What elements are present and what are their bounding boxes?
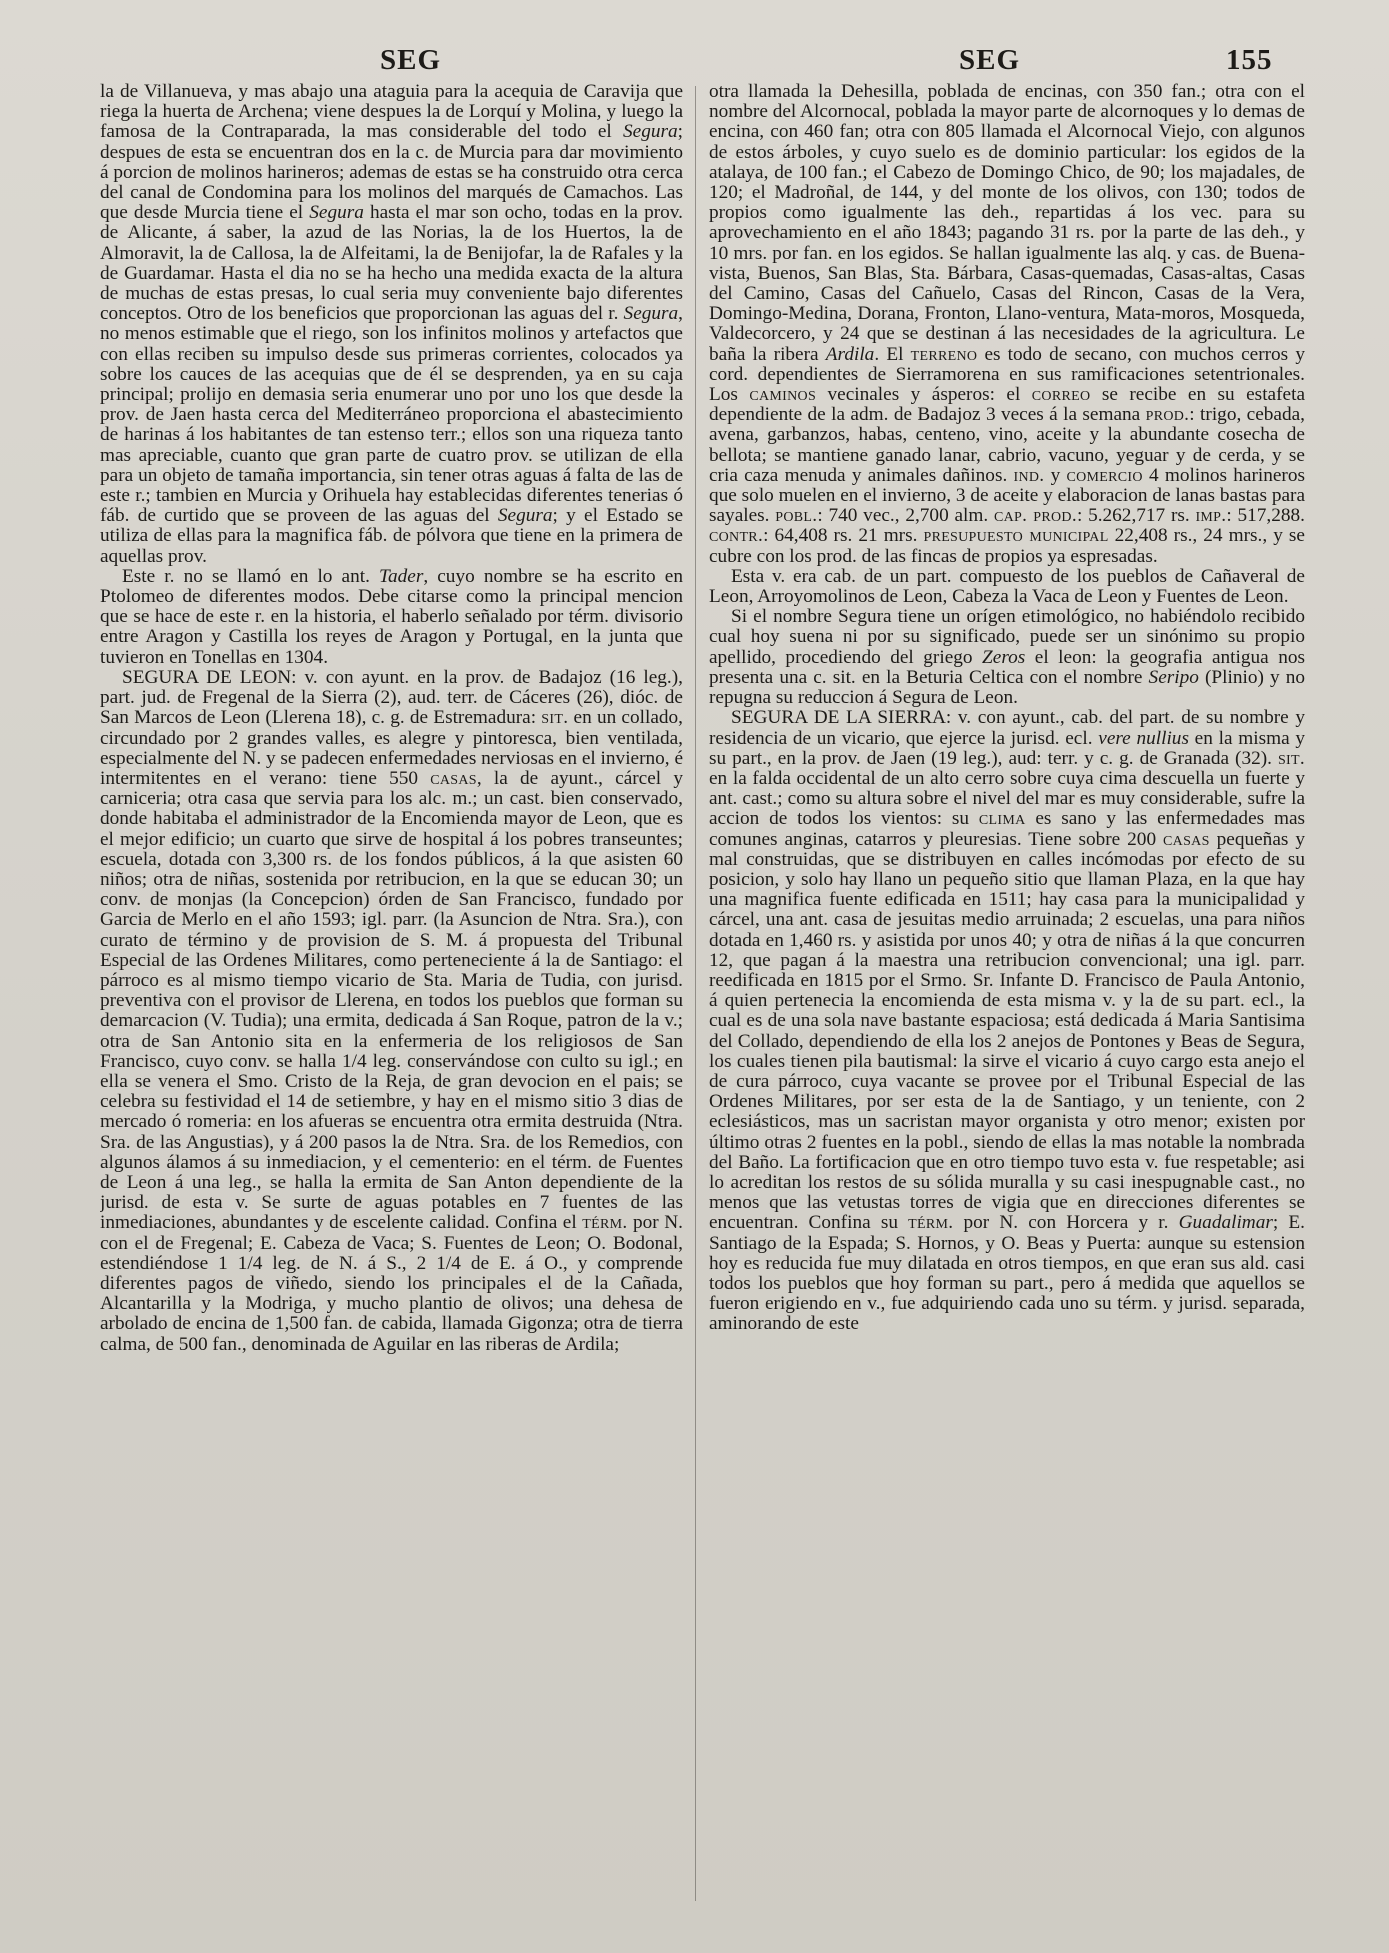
paragraph: Este r. no se llamó en lo ant. Tader, cuyo nombre se ha escrito en Ptolomeo de diferentes modos. Debe citarse como la principal mencion que se hace de este r. en la historia, el haberlo señalado por térm. divisorio entre Aragon y Castilla los reyes de Aragon y Portugal, en la junta que tuvieron en Tonellas en 1304. xyxy=(100,565,683,668)
running-head-left: SEG xyxy=(380,44,442,76)
right-column xyxy=(709,82,1305,1912)
paragraph: otra llamada la Dehesilla, poblada de encinas, con 350 fan.; otra con el nombre del Alcornocal, poblada la mayor parte de alcornoques y lo demas de encina, con 460 fan; otra con 805 llamada el Alcornocal Viejo, con algunos de estos árboles, y cuyo suelo es de dominio particular: los egidos de la atalaya, de 100 fan.; el Cabezo de Domingo Chico, de 90; los majadales, de 120; el Madroñal, de 144, y del monte de los olivos, con 130; todos de propios como igualmente las deh., repartidas á los vec. para su aprovechamiento en el año 1843; pagando 31 rs. por la parte de las deh., y 10 mrs. por fan. en los egidos. Se hallan igualmente las alq. y cas. de Buena-vista, Buenos, San Blas, Sta. Bárbara, Casas-quemadas, Casas-altas, Casas del Camino, Casas del Cañuelo, Casas del Rincon, Casas de la Vera, Domingo-Medina, Dorana, Fronton, Llano-ventura, Mata-moros, Mosqueda, Valdecorcero, y 24 que se destinan á las necesidades de la agricultura. Le baña la ribera Ardila. El terreno es todo de secano, con muchos cerros y cord. dependientes de Sierramorena en sus ramificaciones setentrionales. Los caminos vecinales y ásperos: el correo se recibe en su estafeta dependiente de la adm. de Badajoz 3 veces á la semana prod.: trigo, cebada, avena, garbanzos, habas, centeno, vino, aceite y la abundante cosecha de bellota; se mantiene ganado lanar, cabrio, vacuno, yeguar y de cerda, y se cria caza menuda y animales dañinos. ind. y comercio 4 molinos harineros que solo muelen en el invierno, 3 de aceite y elaboracion de lanas bastas para sayales. pobl.: 740 vec., 2,700 alm. cap. prod.: 5.262,717 rs. imp.: 517,288. contr.: 64,408 rs. 21 mrs. presupuesto municipal 22,408 rs., 24 mrs., y se cubre con los prod. de las fincas de propios ya espresadas. xyxy=(709,82,1305,567)
page-number: 155 xyxy=(1226,44,1273,76)
paragraph: SEGURA DE LEON: v. con ayunt. en la prov. de Badajoz (16 leg.), part. jud. de Fregenal de la Sierra (2), aud. terr. de Cáceres (26), dióc. de San Marcos de Leon (Llerena 18), c. g. de Estremadura: sit. en un collado, circundado por 2 grandes valles, es alegre y pintoresca, bien ventilada, especialmente del N. y se padecen enfermedades nerviosas en el invierno, é intermitentes en el verano: tiene 550 casas, la de ayunt., cárcel y carniceria; otra casa que servia para los alc. m.; un cast. bien conservado, donde habitaba el administrador de la Encomienda mayor de Leon, que es el mejor edificio; un cuarto que sirve de hospital á los pobres transeuntes; escuela, dotada con 3,300 rs. de los fondos públicos, á la que asisten 60 niños; otra de niñas, sostenida por retribucion, en la que se educan 30; un conv. de monjas (la Concepcion) órden de San Francisco, fundado por Garcia de Merlo en el año 1593; igl. parr. (la Asuncion de Ntra. Sra.), con curato de término y de provision de S. M. á propuesta del Tribunal Especial de las Ordenes Militares, como perteneciente á la de Santiago: el párroco es al mismo tiempo vicario de Sta. Maria de Tudia, con jurisd. preventiva con el provisor de Llerena, en todos los pueblos que forman su demarcacion (V. Tudia); una ermita, dedicada á San Roque, patron de la v.; otra de San Antonio sita en la enfermeria de los religiosos de San Francisco, cuyo conv. se halla 1/4 leg. conservándose con culto su igl.; en ella se venera el Smo. Cristo de la Reja, de gran devocion en el pais; se celebra su festividad el 14 de setiembre, y hay en el mismo sitio 3 dias de mercado ó romeria: en los afueras se encuentra otra ermita destruida (Ntra. Sra. de las Angustias), y á 200 pasos la de Ntra. Sra. de los Remedios, con algunos álamos á su inmediacion, y el cementerio: en el térm. de Fuentes de Leon á una leg., se halla la ermita de San Anton dependiente de la jurisd. de esta v. Se surte de aguas potables en 7 fuentes de las inmediaciones, abundantes y de escelente calidad. Confina el térm. por N. con el de Fregenal; E. Cabeza de Vaca; S. Fuentes de Leon; O. Bodonal, estendiéndose 1 1/4 leg. de N. á S., 2 1/4 de E. á O., y comprende diferentes pagos de viñedo, siendo los principales el de la Cañada, Alcantarilla y la Modriga, y mucho plantio de olivos; una dehesa de arbolado de encina de 1,500 fan. de cabida, llamada Gigonza; otra de tierra calma, de 500 fan., denominada de Aguilar en las riberas de Ardila; xyxy=(100,666,683,1355)
paragraph: la de Villanueva, y mas abajo una ataguia para la acequia de Caravija que riega la huerta de Archena; viene despues la de Lorquí y Molina, y luego la famosa de la Contraparada, la mas considerable del todo el Segura; despues de esta se encuentran dos en la c. de Murcia para dar movimiento á porcion de molinos harineros; ademas de estas se ha construido otra cerca del canal de Condomina para los molinos del marqués de Camachos. Las que desde Murcia tiene el Segura hasta el mar son ocho, todas en la prov. de Alicante, á saber, la azud de las Norias, la de los Huertos, la de Almoravit, la de Callosa, la de Alfeitami, la de Benijofar, la de Rafales y la de Guardamar. Hasta el dia no se ha hecho una medida exacta de la altura de muchas de estas presas, lo cual seria muy conveniente bajo diferentes conceptos. Otro de los beneficios que proporcionan las aguas del r. Segura, no menos estimable que el riego, son los infinitos molinos y artefactos que con ellas reciben su impulso desde sus primeras corrientes, colocados ya sobre los cauces de las acequias que de él se desprenden, ya en su caja principal; prolijo en demasia seria enumerar uno por uno los que desde la prov. de Jaen hasta cerca del Mediterráneo proporciona el abastecimiento de harinas á los habitantes de tan estenso terr.; ellos son una riqueza tanto mas apreciable, cuanto que gran parte de cuatro prov. se utilizan de ella para un objeto de tamaña importancia, sin tener otras aguas á falta de las de este r.; tambien en Murcia y Orihuela hay establecidas diferentes tenerias ó fáb. de curtido que se proveen de las aguas del Segura; y el Estado se utiliza de ellas para la magnifica fáb. de pólvora que tiene en la primera de aquellas prov. xyxy=(100,82,683,567)
paragraph: Si el nombre Segura tiene un orígen etimológico, no habiéndolo recibido cual hoy suena ni por su significado, puede ser un sinónimo su propio apellido, procediendo del griego Zeros el leon: la geografia antigua nos presenta una c. sit. en la Beturia Celtica con el nombre Seripo (Plinio) y no repugna su reduccion á Segura de Leon. xyxy=(709,606,1305,709)
paragraph: SEGURA DE LA SIERRA: v. con ayunt., cab. del part. de su nombre y residencia de un vicario, que ejerce la jurisd. ecl. vere nullius en la misma y su part., en la prov. de Jaen (19 leg.), aud: terr. y c. g. de Granada (32). sit. en la falda occidental de un alto cerro sobre cuya cima descuella un fuerte y ant. cast.; como su altura sobre el nivel del mar es muy considerable, sufre la accion de todos los vientos: su clima es sano y las enfermedades mas comunes anginas, catarros y pleuresias. Tiene sobre 200 casas pequeñas y mal construidas, que se distribuyen en calles incómodas por efecto de su posicion, y solo hay llano un pequeño sitio que llaman Plaza, en la que hay una magnifica fuente edificada en 1511; hay casa para la municipalidad y cárcel, una ant. casa de jesuitas medio arruinada; 2 escuelas, una para niños dotada en 1,460 rs. y asistida por unos 40; y otra de niñas á la que concurren 12, que pagan á la maestra una retribucion convencional; una igl. parr. reedificada en 1815 por el Srmo. Sr. Infante D. Francisco de Paula Antonio, á quien pertenecia la encomienda de esta misma v. y la de su part. ecl., la cual es de una sola nave bastante espaciosa; está dedicada á Maria Santisima del Collado, dependiendo de ella los 2 anejos de Pontones y Beas de Segura, los cuales tienen pila bautismal: la sirve el vicario á cuyo cargo esta anejo el de cura párroco, cuya vacante se provee por el Tribunal Especial de las Ordenes Militares, por ser esta de la de Santiago, y un teniente, con 2 eclesiásticos, mas un sacristan mayor organista y otro menor; existen por último otras 2 fuentes en la pobl., siendo de ellas la mas notable la nombrada del Baño. La fortificacion que en otro tiempo tuvo esta v. fue respetable; asi lo acreditan los restos de su sólida muralla y su casi inespugnable cast., no menos que las vetustas torres de vigia que en direcciones diferentes se encuentran. Confina su térm. por N. con Horcera y r. Guadalimar; E. Santiago de la Espada; S. Hornos, y O. Beas y Puerta: aunque su estension hoy es reducida fue muy dilatada en otros tiempos, en que eran sus ald. casi todos los pueblos que hoy forman su part., pero á medida que aquellos se fueron erigiendo en v., fue adquiriendo cada uno su térm. y jurisd. separada, aminorando de este xyxy=(709,707,1305,1335)
column-divider xyxy=(695,86,696,1901)
paragraph: Esta v. era cab. de un part. compuesto de los pueblos de Cañaveral de Leon, Arroyomolinos de Leon, Cabeza la Vaca de Leon y Fuentes de Leon. xyxy=(709,565,1305,608)
left-column xyxy=(100,82,683,1912)
running-head-right: SEG xyxy=(959,44,1021,76)
